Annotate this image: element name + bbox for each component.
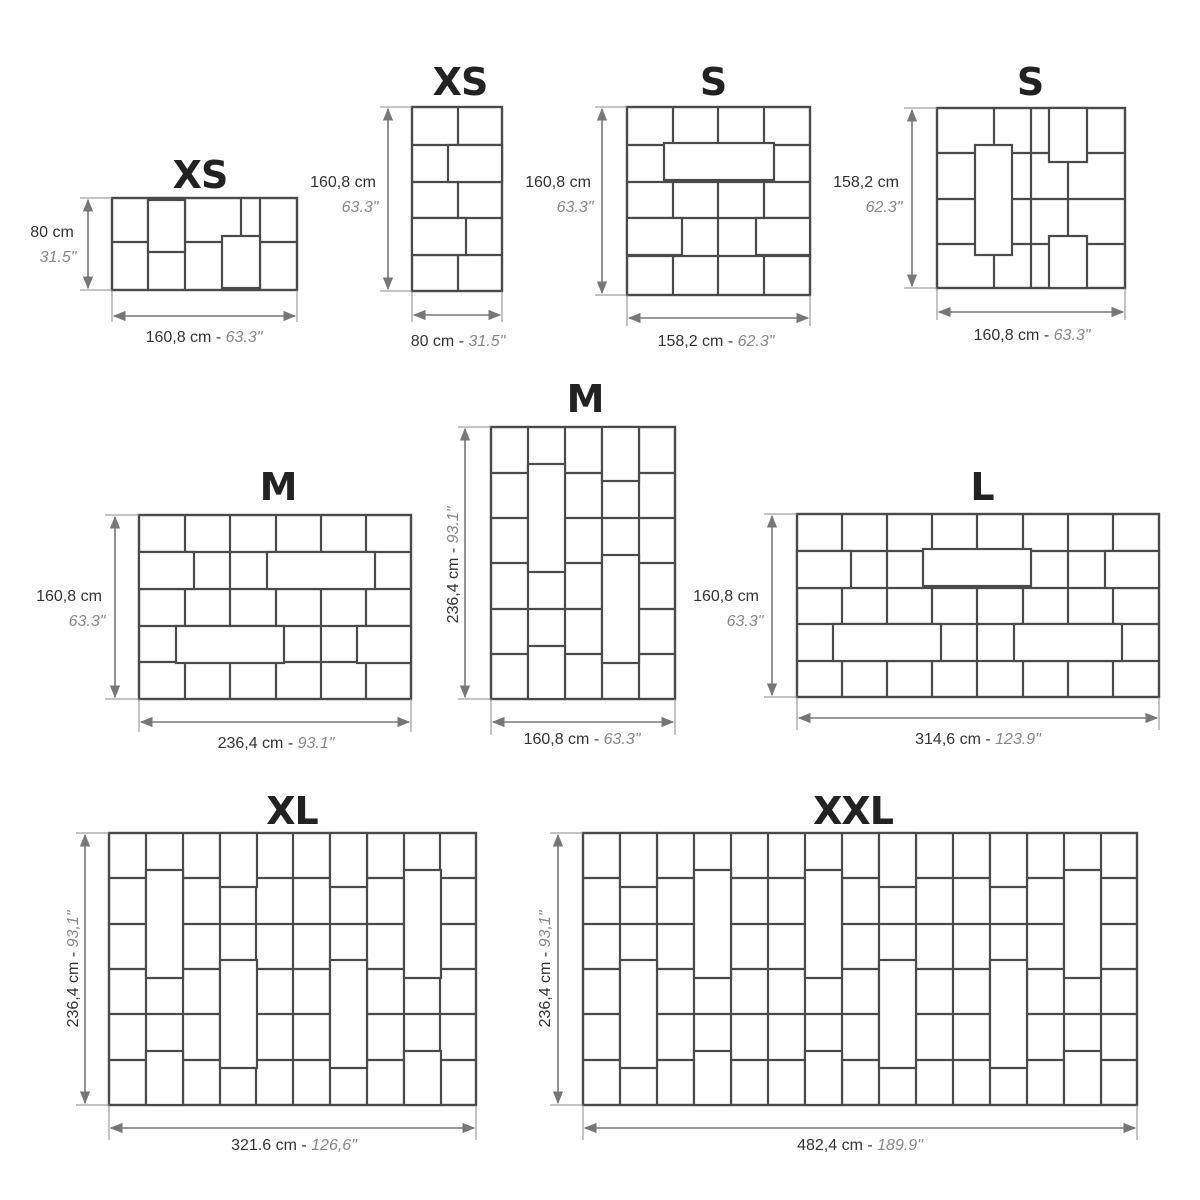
height-label	[65, 909, 82, 1027]
height-inch-label: 62.3"	[865, 199, 903, 216]
width-inch: 63.3"	[1053, 327, 1091, 344]
width-inch: 62.3"	[737, 333, 775, 350]
height-cm-label: 160,8 cm	[36, 588, 102, 605]
width-label	[411, 333, 507, 350]
height-dimension	[310, 107, 412, 291]
width-label	[974, 327, 1092, 344]
panel-grid	[627, 107, 810, 295]
height-dimension	[525, 107, 627, 295]
width-dimension	[583, 1105, 1137, 1154]
height-cm: 236,4 cm -	[537, 947, 554, 1028]
height-inch-label: 63.3"	[68, 613, 106, 630]
width-dimension	[109, 1105, 476, 1154]
width-inch: 189.9"	[877, 1137, 923, 1154]
height-cm-label: 160,8 cm	[310, 174, 376, 191]
panel-title: M	[259, 465, 297, 509]
width-label	[915, 731, 1042, 748]
panel-grid	[491, 427, 675, 699]
height-dimension	[445, 427, 491, 699]
panel-title: XS	[172, 153, 228, 197]
height-label	[537, 909, 554, 1027]
height-cm-label: 80 cm	[30, 224, 74, 241]
panel-title: XS	[432, 60, 488, 104]
width-dimension	[411, 291, 507, 350]
width-label	[658, 333, 776, 350]
height-dimension	[833, 108, 937, 288]
width-cm: 482,4 cm -	[797, 1137, 878, 1154]
width-dimension	[112, 290, 297, 346]
panel-s-2	[833, 60, 1125, 344]
width-cm: 80 cm -	[410, 333, 469, 350]
width-label	[231, 1137, 358, 1154]
width-cm: 321.6 cm -	[231, 1137, 312, 1154]
width-dimension	[937, 288, 1125, 344]
panel-grid	[109, 833, 476, 1105]
panel-xl	[65, 789, 476, 1154]
width-inch: 31.5"	[468, 333, 506, 350]
width-inch: 63.3"	[225, 329, 263, 346]
height-cm-label: 158,2 cm	[833, 174, 899, 191]
panel-s-1	[525, 60, 810, 350]
panel-m-portrait	[445, 377, 675, 748]
height-inch-label: 63.3"	[556, 199, 594, 216]
height-cm: 236,4 cm -	[445, 543, 462, 624]
panel-grid	[797, 514, 1159, 697]
height-inch: 93,1"	[537, 910, 554, 948]
width-cm: 160,8 cm -	[145, 329, 226, 346]
height-inch: 93,1"	[65, 910, 82, 948]
height-label	[445, 505, 462, 623]
width-inch: 126,6"	[311, 1137, 357, 1154]
width-cm: 160,8 cm -	[523, 731, 604, 748]
height-dimension	[537, 833, 583, 1105]
height-dimension	[30, 198, 112, 290]
panel-title: XL	[266, 789, 318, 833]
panel-grid	[583, 833, 1137, 1105]
panel-grid	[112, 198, 297, 290]
width-dimension	[491, 699, 675, 748]
width-cm: 236,4 cm -	[217, 735, 298, 752]
height-inch-label: 31.5"	[39, 249, 77, 266]
panel-m-landscape	[36, 465, 411, 752]
width-cm: 158,2 cm -	[657, 333, 738, 350]
width-inch: 123.9"	[995, 731, 1041, 748]
width-inch: 93.1"	[297, 735, 335, 752]
panel-title: M	[566, 377, 604, 421]
panel-title: S	[699, 60, 727, 104]
height-inch-label: 63.3"	[341, 199, 379, 216]
panel-xs-landscape	[30, 153, 297, 346]
height-cm: 236,4 cm -	[65, 947, 82, 1028]
panel-grid	[937, 108, 1125, 288]
width-dimension	[139, 699, 411, 752]
width-dimension	[797, 697, 1159, 748]
width-label	[218, 735, 336, 752]
panel-title: L	[970, 465, 994, 509]
panel-l	[693, 465, 1159, 748]
height-cm-label: 160,8 cm	[693, 588, 759, 605]
width-cm: 160,8 cm -	[973, 327, 1054, 344]
panel-xs-portrait	[310, 60, 507, 350]
height-dimension	[36, 515, 139, 699]
height-dimension	[65, 833, 109, 1105]
height-inch: 93.1"	[445, 506, 462, 544]
panel-title: XXL	[813, 789, 893, 833]
width-inch: 63.3"	[603, 731, 641, 748]
width-cm: 314,6 cm -	[915, 731, 996, 748]
panel-grid	[139, 515, 411, 699]
height-dimension	[693, 514, 797, 697]
height-inch-label: 63.3"	[726, 613, 764, 630]
height-cm-label: 160,8 cm	[525, 174, 591, 191]
panel-xxl	[537, 789, 1137, 1154]
width-label	[146, 329, 264, 346]
panel-grid	[412, 107, 502, 291]
width-label	[524, 731, 642, 748]
width-label	[797, 1137, 924, 1154]
width-dimension	[627, 295, 810, 350]
panel-title: S	[1016, 60, 1044, 104]
